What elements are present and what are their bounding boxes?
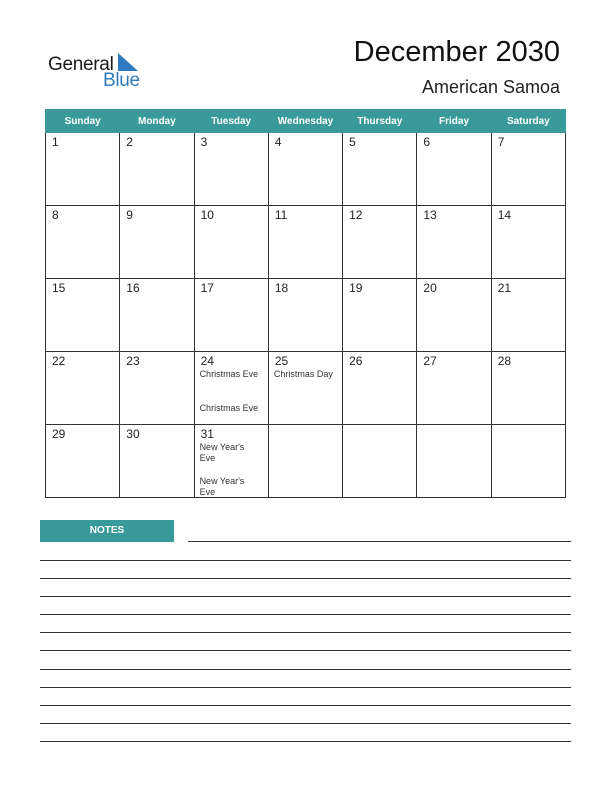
day-number: 18 [274,281,289,295]
day-cell [343,206,417,279]
day-number: 3 [200,135,208,149]
day-cell [417,133,491,206]
holiday-label: New Year's Eve [199,476,245,497]
week-row [46,352,566,425]
notes-line [40,687,571,688]
day-cell [268,206,342,279]
day-number: 7 [497,135,505,149]
day-cell [268,279,342,352]
day-cell [343,279,417,352]
day-cell [268,425,342,498]
day-cell [491,279,565,352]
logo-word-general: General [48,54,114,75]
day-number: 22 [52,354,66,368]
holiday-label: Christmas Eve [199,403,259,413]
day-cell [417,206,491,279]
day-cell [194,279,268,352]
logo [48,52,158,92]
day-cell [46,352,120,425]
day-cell [343,133,417,206]
day-number: 27 [423,354,437,368]
day-number: 17 [200,281,214,295]
week-row [46,133,566,206]
day-cell [46,206,120,279]
notes-line [40,578,571,579]
weekday-header-row [46,110,566,133]
logo-word-blue: Blue [103,70,140,91]
holiday-label: New Year's Eve [199,442,245,463]
day-number: 20 [423,281,437,295]
day-number: 10 [200,208,214,222]
weekday-header: Monday [120,110,194,133]
day-cell [46,133,120,206]
day-number: 15 [52,281,66,295]
day-number: 12 [349,208,363,222]
day-cell [343,425,417,498]
day-number: 13 [423,208,437,222]
weekday-header: Sunday [46,110,120,133]
day-cell [46,279,120,352]
day-cell [491,352,565,425]
day-cell [194,206,268,279]
day-number: 28 [497,354,512,368]
day-cell [120,206,194,279]
notes-line [40,705,571,706]
weekday-header: Saturday [491,110,565,133]
day-number: 1 [52,135,59,149]
calendar-grid [45,109,566,498]
weekday-header: Wednesday [268,110,342,133]
day-cell [194,133,268,206]
country-subtitle: American Samoa [421,77,560,97]
day-cell [417,279,491,352]
day-number: 4 [274,135,282,149]
day-cell [46,425,120,498]
day-cell [120,279,194,352]
day-cell [268,133,342,206]
notes-label: NOTES [40,520,174,542]
day-number: 8 [52,208,59,222]
notes-line [40,632,571,633]
holiday-label: Christmas Eve [199,369,259,379]
day-number: 24 [200,354,214,368]
page-title: December 2030 [353,36,560,68]
notes-line [40,650,571,651]
day-cell [268,352,342,425]
holiday-label: Christmas Day [273,369,333,379]
day-number: 16 [126,281,140,295]
week-row [46,279,566,352]
weekday-header: Friday [417,110,491,133]
day-number: 9 [126,208,133,222]
notes-line [40,741,571,742]
notes-line [40,723,571,724]
day-cell [120,425,194,498]
day-number: 2 [126,135,133,149]
day-cell [194,352,268,425]
notes-line [40,596,571,597]
day-number: 5 [349,135,356,149]
day-number: 23 [126,354,140,368]
week-row [46,425,566,498]
day-number: 26 [349,354,363,368]
day-cell [194,425,268,498]
week-row [46,206,566,279]
day-number: 25 [274,354,289,368]
day-number: 29 [52,427,66,441]
day-cell [120,133,194,206]
logo-flag-icon [116,52,140,72]
day-cell [491,425,565,498]
day-number: 11 [274,208,288,222]
day-cell [491,133,565,206]
day-number: 19 [349,281,363,295]
day-cell [343,352,417,425]
day-number: 30 [126,427,140,441]
weekday-header: Thursday [343,110,417,133]
notes-line [188,541,571,542]
day-cell [417,352,491,425]
weekday-header: Tuesday [194,110,268,133]
day-number: 31 [200,427,214,441]
notes-line [40,669,571,670]
day-cell [120,352,194,425]
notes-line [40,614,571,615]
notes-line [40,560,571,561]
day-number: 21 [497,281,512,295]
day-cell [491,206,565,279]
day-number: 6 [423,135,431,149]
day-cell [417,425,491,498]
day-number: 14 [497,208,512,222]
